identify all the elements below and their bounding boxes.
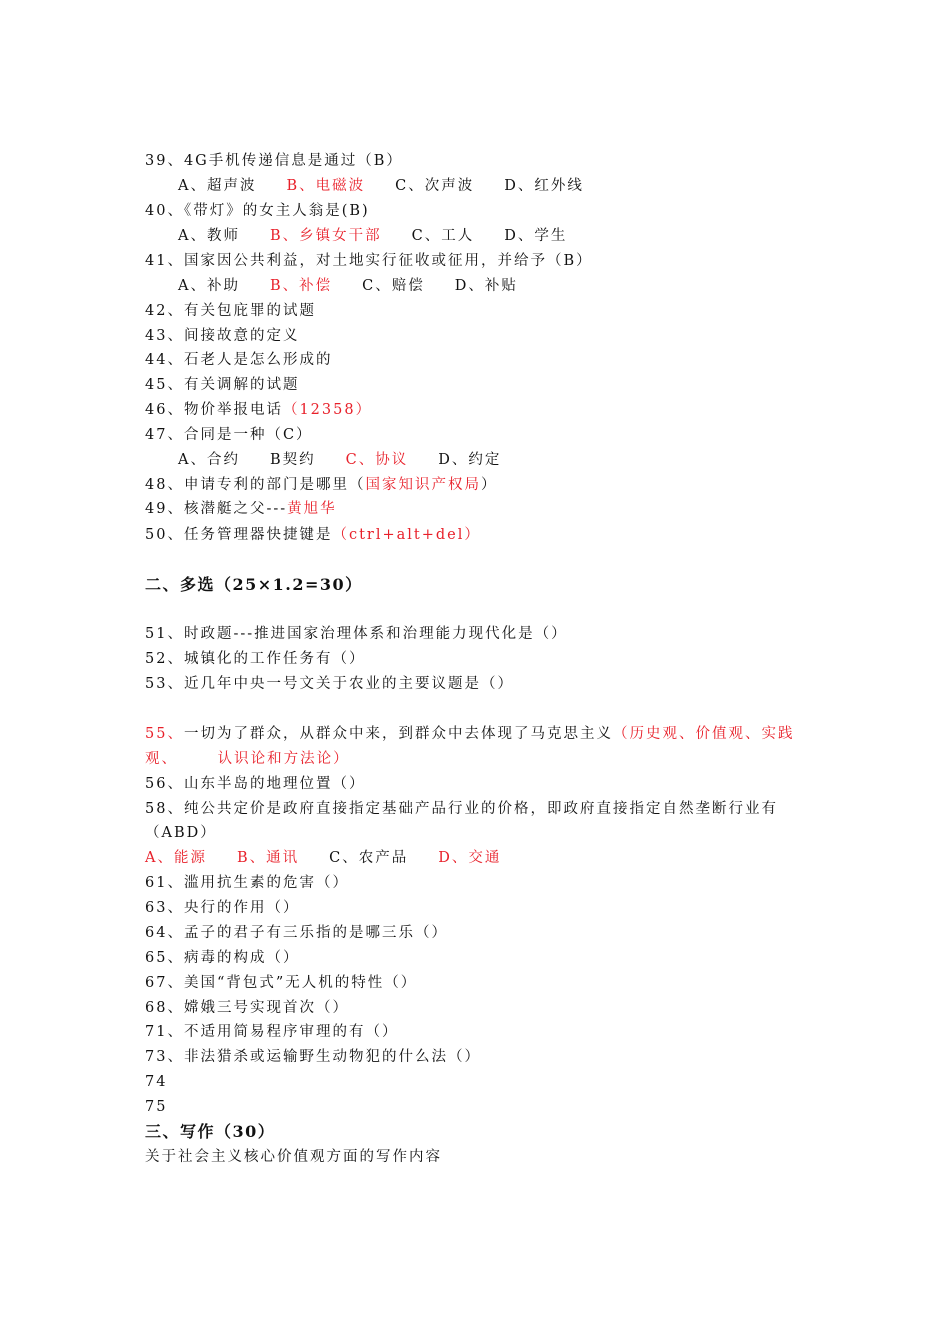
question-line — [145, 799, 778, 819]
text-segment: ） — [480, 477, 498, 493]
text-segment: 61、滥用抗生素的危害（） — [145, 875, 349, 891]
question-line — [145, 151, 403, 171]
question-line — [145, 301, 316, 321]
answer-text: （12358） — [282, 402, 373, 418]
answer-text: （历史观、价值观、实践 — [612, 726, 795, 742]
text-segment: 关于社会主义核心价值观方面的写作内容 — [145, 1149, 442, 1165]
text-segment: 48、申请专利的部门是哪里（ — [145, 477, 366, 493]
answer-text: B、补偿 — [269, 278, 333, 294]
text-segment: 二、多选（25×1.2=30） — [145, 575, 363, 594]
text-segment: D、约定 — [438, 452, 502, 468]
answer-options — [178, 226, 597, 246]
text-segment: 45、有关调解的试题 — [145, 377, 300, 393]
question-line — [145, 749, 350, 769]
text-segment: 43、间接故意的定义 — [145, 328, 300, 344]
question-line — [145, 375, 299, 395]
text-segment: 41、国家因公共利益，对土地实行征收或征用，并给予（B） — [145, 253, 593, 269]
text-segment: 65、病毒的构成（） — [145, 950, 300, 966]
text-segment: C、工人 — [411, 228, 475, 244]
question-line — [145, 774, 365, 794]
text-segment: 42、有关包庇罪的试题 — [145, 303, 316, 319]
answer-options — [178, 176, 614, 196]
answer-text: 观、 认识论和方法论） — [145, 751, 350, 767]
question-line — [145, 350, 332, 370]
answer-text: C、协议 — [345, 452, 409, 468]
question-line — [145, 201, 370, 221]
answer-text: （ctrl+alt+del） — [332, 527, 481, 543]
question-line — [145, 1147, 442, 1167]
answer-options — [178, 276, 548, 296]
text-segment: 58、纯公共定价是政府直接指定基础产品行业的价格，即政府直接指定自然垄断行业有 — [145, 801, 778, 817]
question-line — [145, 1072, 167, 1092]
text-segment: 46、物价举报电话 — [145, 402, 283, 418]
question-line — [145, 525, 481, 545]
text-segment: A、教师 — [178, 228, 240, 244]
text-segment: 68、嫦娥三号实现首次（） — [145, 1000, 349, 1016]
answer-options — [178, 450, 531, 470]
question-line — [145, 1097, 167, 1117]
question-line — [145, 998, 349, 1018]
text-segment: 75 — [145, 1099, 168, 1115]
text-segment: D、补贴 — [454, 278, 518, 294]
text-segment: 71、不适用简易程序审理的有（） — [145, 1024, 399, 1040]
text-segment: A、超声波 — [178, 178, 257, 194]
text-segment: 39、4G手机传递信息是通过（B） — [145, 153, 403, 169]
text-segment: C、赔偿 — [362, 278, 425, 294]
question-line — [145, 873, 349, 893]
answer-text: 国家知识产权局 — [365, 477, 481, 493]
answer-text: B、乡镇女干部 — [269, 228, 382, 244]
question-line — [145, 674, 514, 694]
question-line — [145, 923, 448, 943]
text-segment: 74 — [145, 1074, 168, 1090]
text-segment: 63、央行的作用（） — [145, 900, 300, 916]
question-line — [145, 475, 497, 495]
question-line — [145, 400, 372, 420]
answer-text: B、通讯 — [236, 850, 300, 866]
question-line — [145, 724, 794, 744]
question-line — [145, 251, 593, 271]
text-segment: C、农产品 — [329, 850, 409, 866]
text-segment: 三、写作（30） — [145, 1122, 276, 1141]
answer-text: B、电磁波 — [286, 178, 366, 194]
question-line — [145, 898, 299, 918]
question-line — [145, 823, 217, 843]
text-segment: 52、城镇化的工作任务有（） — [145, 651, 366, 667]
text-segment: 53、近几年中央一号文关于农业的主要议题是（） — [145, 676, 514, 692]
text-segment: （ABD） — [145, 825, 217, 841]
question-line — [145, 1022, 398, 1042]
section-heading — [145, 575, 363, 595]
question-line — [145, 1047, 481, 1067]
question-line — [145, 425, 313, 445]
answer-text: D、交通 — [438, 850, 502, 866]
question-line — [145, 499, 337, 519]
text-segment: 47、合同是一种（C） — [145, 427, 313, 443]
text-segment: 44、石老人是怎么形成的 — [145, 352, 333, 368]
text-segment: A、补助 — [178, 278, 240, 294]
question-line — [145, 326, 299, 346]
text-segment: D、学生 — [504, 228, 568, 244]
text-segment: 51、时政题---推进国家治理体系和治理能力现代化是（） — [145, 626, 568, 642]
text-segment: 一切为了群众，从群众中来，到群众中去体现了马克思主义 — [183, 726, 613, 742]
answer-text: 黄旭华 — [287, 501, 337, 517]
text-segment: 64、孟子的君子有三乐指的是哪三乐（） — [145, 925, 448, 941]
answer-options — [145, 848, 531, 868]
question-line — [145, 973, 417, 993]
text-segment: B契约 — [269, 452, 316, 468]
text-segment: 50、任务管理器快捷键是 — [145, 527, 333, 543]
question-line — [145, 624, 568, 644]
text-segment: C、次声波 — [395, 178, 475, 194]
text-segment: 67、美国“背包式”无人机的特性（） — [145, 975, 418, 991]
text-segment: A、合约 — [178, 452, 240, 468]
question-line — [145, 649, 365, 669]
text-segment: D、红外线 — [504, 178, 584, 194]
text-segment: 73、非法猎杀或运输野生动物犯的什么法（） — [145, 1049, 481, 1065]
text-segment: 40、《带灯》的女主人翁是(B) — [145, 203, 370, 219]
text-segment: 56、山东半岛的地理位置（） — [145, 776, 366, 792]
text-segment: 49、核潜艇之父--- — [145, 501, 288, 517]
question-line — [145, 948, 299, 968]
answer-text: A、能源 — [145, 850, 207, 866]
section-heading — [145, 1122, 275, 1142]
answer-text: 55、 — [145, 726, 184, 742]
